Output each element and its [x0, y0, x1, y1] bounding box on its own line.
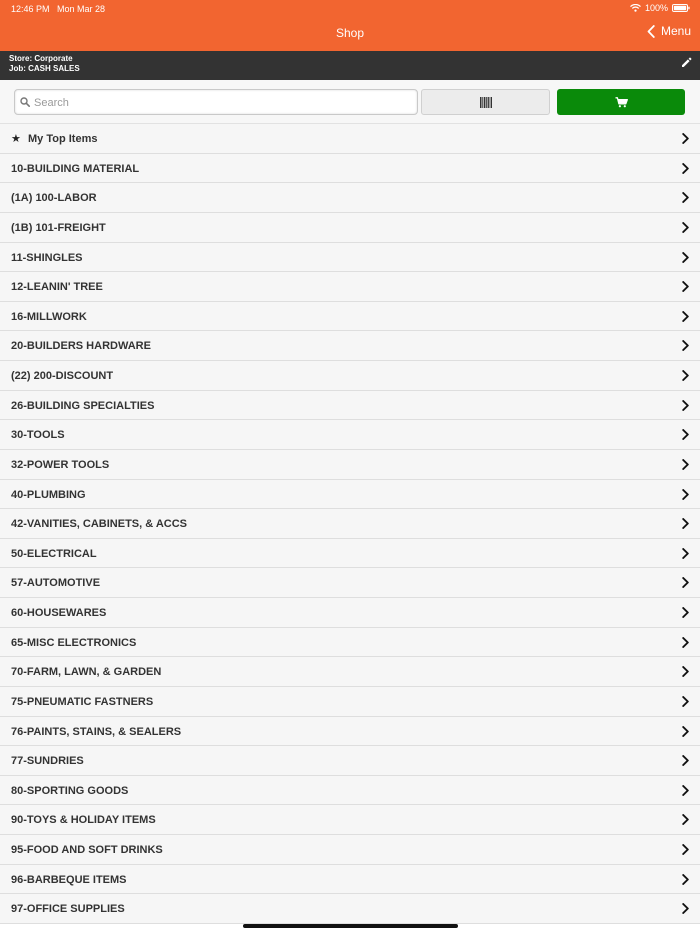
category-label: 10-BUILDING MATERIAL — [11, 162, 140, 175]
chevron-left-icon — [647, 25, 655, 38]
category-row[interactable] — [0, 717, 700, 747]
home-indicator — [243, 924, 458, 928]
chevron-right-icon — [682, 489, 689, 500]
chevron-right-icon — [682, 163, 689, 174]
category-label: 12-LEANIN' TREE — [11, 281, 103, 294]
category-row[interactable] — [0, 272, 700, 302]
wifi-icon — [630, 4, 641, 12]
chevron-right-icon — [682, 370, 689, 381]
category-label: 42-VANITIES, CABINETS, & ACCS — [11, 518, 188, 531]
chevron-right-icon — [682, 785, 689, 796]
category-row[interactable] — [0, 894, 700, 924]
status-time — [11, 4, 105, 14]
category-row[interactable] — [0, 243, 700, 273]
category-row[interactable] — [0, 805, 700, 835]
pencil-icon[interactable] — [681, 57, 692, 68]
category-row[interactable] — [0, 598, 700, 628]
category-label: 30-TOOLS — [11, 429, 65, 442]
cart-button[interactable] — [557, 89, 685, 115]
store-label: Store: Corporate — [9, 54, 73, 63]
job-label: Job: CASH SALES — [9, 64, 80, 73]
category-row[interactable] — [0, 302, 700, 332]
category-row[interactable] — [0, 154, 700, 184]
category-label: 57-AUTOMOTIVE — [11, 577, 101, 590]
category-label: 65-MISC ELECTRONICS — [11, 636, 137, 649]
chevron-right-icon — [682, 429, 689, 440]
app-header — [0, 0, 700, 51]
category-row[interactable] — [0, 835, 700, 865]
category-label: 20-BUILDERS HARDWARE — [11, 340, 151, 353]
search-input[interactable] — [34, 94, 409, 111]
category-row[interactable] — [0, 183, 700, 213]
category-label: 96-BARBEQUE ITEMS — [11, 873, 127, 886]
category-row[interactable] — [0, 331, 700, 361]
menu-back-label: Menu — [660, 24, 691, 38]
battery-percent: 100% — [644, 3, 668, 13]
chevron-right-icon — [682, 252, 689, 263]
chevron-right-icon — [682, 814, 689, 825]
category-row[interactable] — [0, 509, 700, 539]
store-job-bar — [0, 51, 700, 80]
category-label: 95-FOOD AND SOFT DRINKS — [11, 844, 163, 856]
search-toolbar — [0, 80, 700, 124]
category-label: 70-FARM, LAWN, & GARDEN — [11, 666, 162, 679]
chevron-right-icon — [682, 874, 689, 885]
chevron-right-icon — [682, 459, 689, 470]
barcode-icon — [480, 97, 492, 108]
chevron-right-icon — [682, 577, 689, 588]
category-label: 75-PNEUMATIC FASTNERS — [11, 695, 154, 708]
chevron-right-icon — [682, 666, 689, 677]
chevron-right-icon — [682, 192, 689, 203]
chevron-right-icon — [682, 340, 689, 351]
category-label: 90-TOYS & HOLIDAY ITEMS — [11, 814, 156, 827]
category-row[interactable] — [0, 687, 700, 717]
category-row[interactable] — [0, 213, 700, 243]
chevron-right-icon — [682, 726, 689, 737]
category-row[interactable] — [0, 657, 700, 687]
search-box[interactable] — [14, 89, 418, 115]
category-row[interactable] — [0, 865, 700, 895]
category-label: 60-HOUSEWARES — [11, 607, 107, 619]
chevron-right-icon — [682, 755, 689, 766]
status-date: Mon Mar 28 — [57, 4, 106, 14]
category-row[interactable] — [0, 539, 700, 569]
status-indicators — [630, 3, 690, 13]
barcode-scan-button[interactable] — [421, 89, 550, 115]
category-label: 32-POWER TOOLS — [11, 458, 110, 471]
category-label: 16-MILLWORK — [11, 310, 87, 323]
battery-icon — [672, 4, 690, 12]
category-row[interactable] — [0, 420, 700, 450]
chevron-right-icon — [682, 844, 689, 855]
category-label: 76-PAINTS, STAINS, & SEALERS — [11, 725, 182, 738]
category-row[interactable] — [0, 391, 700, 421]
chevron-right-icon — [682, 222, 689, 233]
category-row[interactable] — [0, 628, 700, 658]
category-label: (1B) 101-FREIGHT — [11, 221, 106, 234]
category-row[interactable] — [0, 568, 700, 598]
category-row[interactable] — [0, 776, 700, 806]
category-label: 77-SUNDRIES — [11, 755, 84, 768]
menu-back-button[interactable] — [647, 24, 691, 38]
chevron-right-icon — [682, 637, 689, 648]
search-icon — [20, 97, 30, 107]
status-bar — [0, 0, 700, 17]
category-label: 40-PLUMBING — [11, 488, 86, 501]
category-row[interactable] — [0, 361, 700, 391]
category-label: (1A) 100-LABOR — [11, 192, 97, 205]
category-row[interactable] — [0, 746, 700, 776]
cart-icon — [615, 97, 628, 108]
chevron-right-icon — [682, 548, 689, 559]
chevron-right-icon — [682, 607, 689, 618]
category-label: My Top Items — [28, 133, 98, 145]
chevron-right-icon — [682, 311, 689, 322]
category-label: 11-SHINGLES — [11, 251, 83, 264]
chevron-right-icon — [682, 518, 689, 529]
page-title: Shop — [335, 26, 365, 40]
chevron-right-icon — [682, 696, 689, 707]
chevron-right-icon — [682, 281, 689, 292]
category-row[interactable] — [0, 450, 700, 480]
star-icon: ★ — [11, 133, 21, 145]
status-clock: 12:46 PM — [11, 4, 50, 14]
category-label: 97-OFFICE SUPPLIES — [11, 903, 125, 916]
chevron-right-icon — [682, 903, 689, 914]
category-row[interactable] — [0, 480, 700, 510]
category-label: 80-SPORTING GOODS — [11, 784, 129, 797]
chevron-right-icon — [682, 400, 689, 411]
my-top-items-row[interactable] — [0, 124, 700, 154]
category-label: (22) 200-DISCOUNT — [11, 370, 114, 382]
category-list — [0, 124, 700, 924]
category-label: 50-ELECTRICAL — [11, 547, 97, 560]
category-label: 26-BUILDING SPECIALTIES — [11, 399, 155, 412]
chevron-right-icon — [682, 133, 689, 144]
